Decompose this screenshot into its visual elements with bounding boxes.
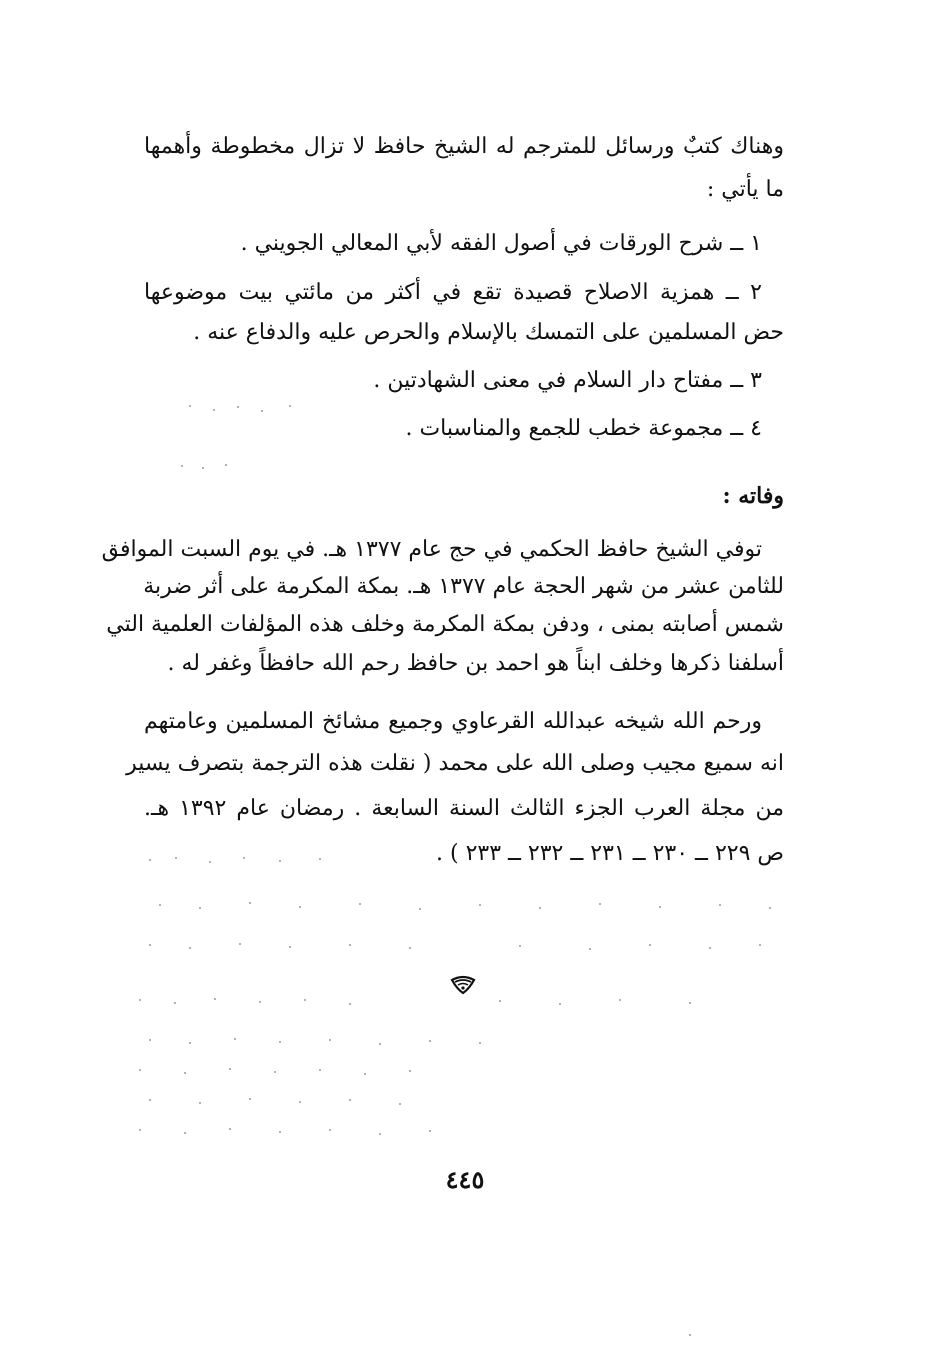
closing-paragraph-line-4: ص ٢٢٩ ــ ٢٣٠ ــ ٢٣١ ــ ٢٣٢ ــ ٢٣٣ ) .	[436, 841, 784, 866]
work-item-4: ٤ ــ مجموعة خطب للجمع والمناسبات .	[405, 416, 762, 441]
death-paragraph-line-2: للثامن عشر من شهر الحجة عام ١٣٧٧ هـ. بمكة المكرمة على أثر ضربة	[143, 574, 784, 599]
closing-paragraph-line-3: من مجلة العرب الجزء الثالث السنة السابعة . رمضان عام ١٣٩٢ هـ.	[144, 796, 784, 821]
work-item-1: ١ ــ شرح الورقات في أصول الفقه لأبي المعالي الجويني .	[240, 231, 762, 256]
ornament-icon	[449, 974, 477, 996]
intro-line-2: ما يأتي :	[706, 177, 784, 202]
page-number: ٤٤٥	[445, 1165, 485, 1194]
intro-line-1: وهناك كتبٌ ورسائل للمترجم له الشيخ حافظ لا تزال مخطوطة وأهمها	[144, 134, 784, 159]
death-paragraph-line-4: أسلفنا ذكرها وخلف ابناً هو احمد بن حافظ رحم الله حافظاً وغفر له .	[167, 651, 784, 676]
work-item-3: ٣ ــ مفتاح دار السلام في معنى الشهادتين .	[373, 368, 762, 393]
section-heading-death: وفاته :	[722, 483, 784, 509]
death-paragraph-line-1: توفي الشيخ حافظ الحكمي في حج عام ١٣٧٧ هـ. في يوم السبت الموافق	[101, 537, 762, 562]
closing-paragraph-line-1: ورحم الله شيخه عبدالله القرعاوي وجميع مشائخ المسلمين وعامتهم	[144, 709, 762, 734]
work-item-2-line-1: ٢ ــ همزية الاصلاح قصيدة تقع في أكثر من مائتي بيت موضوعها	[144, 280, 762, 305]
death-paragraph-line-3: شمس أصابته بمنى ، ودفن بمكة المكرمة وخلف هذه المؤلفات العلمية التي	[106, 612, 784, 637]
closing-paragraph-line-2: انه سميع مجيب وصلى الله على محمد ( نقلت هذه الترجمة بتصرف يسير	[126, 751, 784, 776]
work-item-2-line-2: حض المسلمين على التمسك بالإسلام والحرص عليه والدفاع عنه .	[193, 320, 784, 345]
